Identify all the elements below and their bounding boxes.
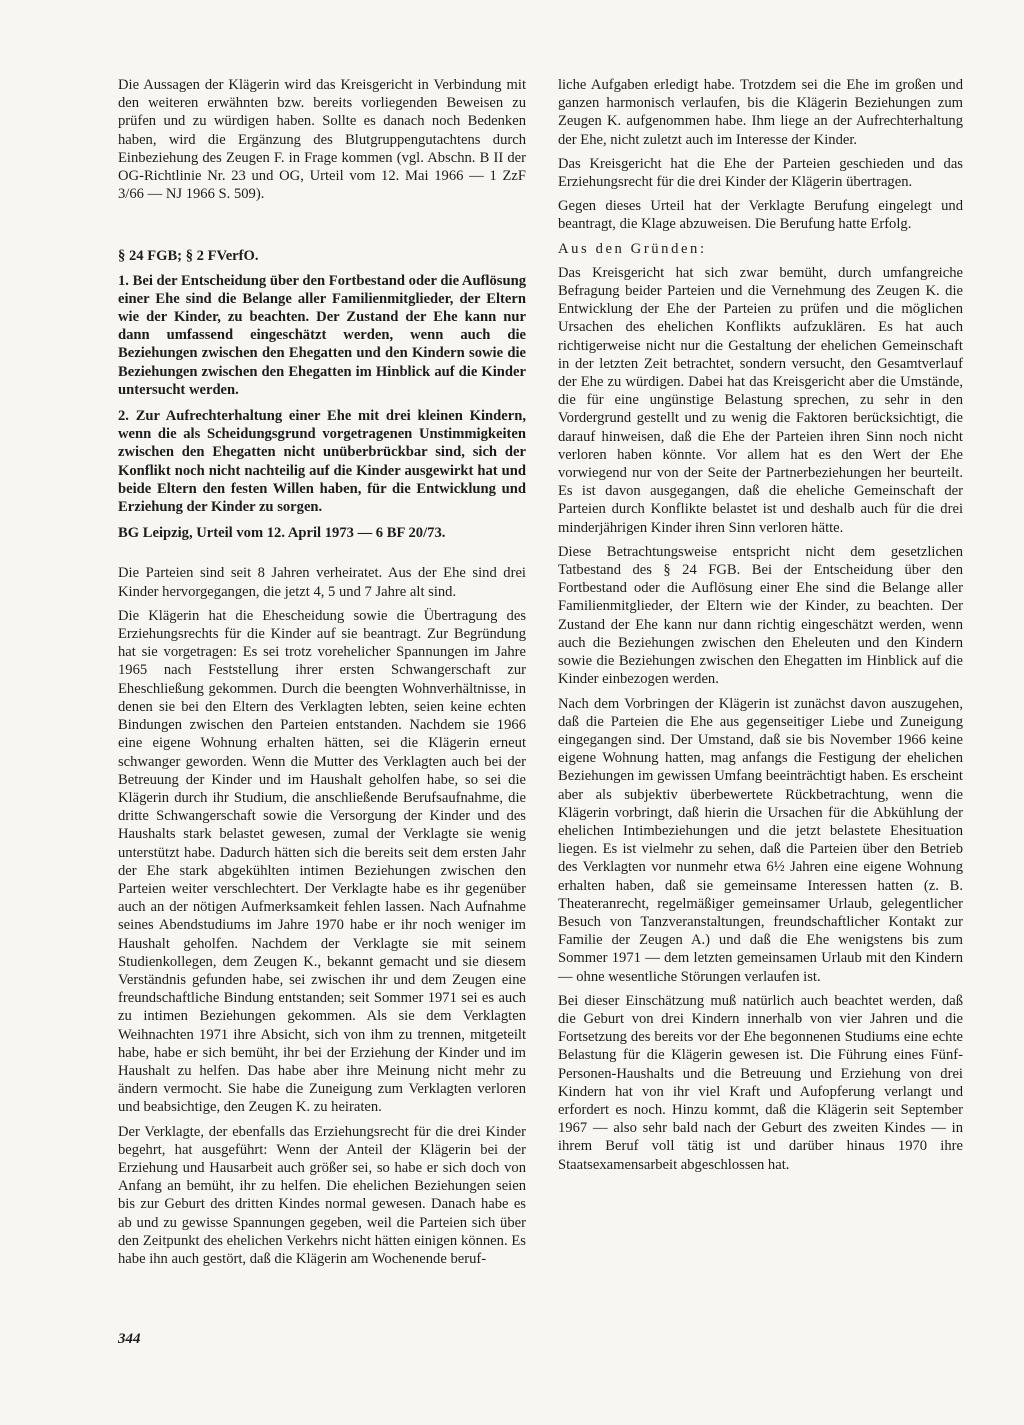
- reasons-paragraph-2: Diese Betrachtungsweise entspricht nicht dem gesetzlichen Tatbestand des § 24 FGB. Bei der Entscheidung über den Fortbestand oder die Auflösung einer Ehe sind die Belange aller Familienmitglieder, der Eltern wie der Kinder, zu beachten. Der Zustand der Ehe kann nur dann richtig eingeschätzt werden, wenn auch die Beziehungen zwischen den Eheleuten und den Kindern sowie die Beziehungen zwischen den Ehegatten im Hinblick auf die Kinder einbezogen werden.: [558, 543, 963, 688]
- statute-heading: § 24 FGB; § 2 FVerfO.: [118, 248, 259, 265]
- headnote-2: 2. Zur Aufrechterhaltung einer Ehe mit drei kleinen Kindern, wenn die als Scheidungsgrund vorgetragenen Unstimmigkeiten zwischen den Ehegatten nicht unüberbrückbar sind, sich der Konflikt noch nicht nachteilig auf die Kinder ausgewirkt hat und beide Eltern den festen Willen haben, für die Entwicklung und Erziehung der Kinder zu sorgen.: [118, 408, 526, 516]
- right-paragraph-2: Das Kreisgericht hat die Ehe der Parteien geschieden und das Erziehungsrecht für die drei Kinder der Klägerin übertragen.: [558, 155, 963, 191]
- reasons-heading: Aus den Gründen:: [558, 240, 707, 257]
- reasons-paragraph-1: Das Kreisgericht hat sich zwar bemüht, durch umfangreiche Befragung beider Parteien und die Vernehmung des Zeugen K. die Entwicklung der Ehe der Parteien zu prüfen und die möglichen Ursachen des ehelichen Konflikts aufzuklären. Es hat auch richtigerweise nicht nur die Gestaltung der ehelichen Gemeinschaft in der letzten Zeit betrachtet, sondern versucht, den Gesamtverlauf der Ehe zu würdigen. Dabei hat das Kreisgericht aber die Umstände, die für eine ungünstige Belastung sprechen, zu sehr in den Vordergrund gestellt und zu wenig die Faktoren berücksichtigt, die darauf hinweisen, daß die Ehe der Parteien ihren Sinn noch nicht verloren haben könnte. Vor allem hat es den Wert der Ehe vorwiegend nur von der Seite der Partnerbeziehungen her beurteilt. Es ist davon ausgegangen, daß die eheliche Gemeinschaft der Parteien durch Konflikte belastet ist und deshalb auch für die drei minderjährigen Kinder ihren Sinn verloren hätte.: [558, 264, 963, 536]
- headnote-1: 1. Bei der Entscheidung über den Fortbestand oder die Auflösung einer Ehe sind die Belange aller Familienmitglieder, der Eltern wie der Kinder, zu beachten. Der Zustand der Ehe kann nur dann umfassend eingeschätzt werden, wenn auch die Beziehungen zwischen den Ehegatten und den Kindern sowie die Beziehungen zwischen den Ehegatten im Hinblick auf die Kinder untersucht werden.: [118, 272, 526, 398]
- facts-paragraph-2: Die Klägerin hat die Ehescheidung sowie die Übertragung des Erziehungsrechts für die Kinder auf sie beantragt. Zur Begründung hat sie vorgetragen: Es sei trotz vorehelicher Spannungen im Jahre 1965 nach Feststellung ihrer ersten Schwangerschaft zur Eheschließung gekommen. Durch die beengten Wohnverhältnisse, in denen sie bei den Eltern des Verklagten lebten, seien keine echten Bindungen zwischen den Parteien entstanden. Nachdem sie 1966 eine eigene Wohnung erhalten hätten, sei die Klägerin erneut schwanger geworden. Wenn die Mutter des Verklagten auch bei der Betreuung der Kinder und im Haushalt geholfen habe, so sei die Klägerin durch ihr Studium, die anschließende Berufsaufnahme, die dritte Schwangerschaft sowie die Versorgung der Kinder und des Haushalts stark belastet gewesen, zumal der Verklagte sie wenig unterstützt habe. Dadurch hätten sich die bereits seit dem ersten Jahr der Ehe stark abgekühlten intimen Beziehungen zwischen den Parteien weiter verschlechtert. Der Verklagte habe es ihr gegenüber auch an der nötigen Aufmerksamkeit fehlen lassen. Nach Aufnahme seines Abendstudiums im Jahre 1970 habe er ihr noch weniger im Haushalt geholfen. Nachdem der Verklagte sie mit seinem Studienkollegen, dem Zeugen K., bekannt gemacht und sie diesem Verständnis gefunden habe, sei zwischen ihr und dem Zeugen eine freundschaftliche Bindung entstanden; seit Sommer 1971 sei es auch zu intimen Beziehungen gekommen. Als sie dem Verklagten Weihnachten 1971 ihre Absicht, sich von ihm zu trennen, mitgeteilt habe, habe er sich bemüht, ihr bei der Erziehung der Kinder und im Haushalt zu helfen. Das habe aber ihre Meinung nicht mehr zu ändern vermocht. Sie habe die Zuneigung zum Verklagten verloren und beabsichtige, den Zeugen K. zu heiraten.: [118, 607, 526, 1116]
- right-column: [558, 76, 963, 1180]
- section-gap: [118, 203, 526, 247]
- intro-paragraph: Die Aussagen der Klägerin wird das Kreisgericht in Verbindung mit den weiteren erwähnten bzw. bereits vorliegenden Beweisen zu prüfen und zu würdigen haben. Sollte es danach noch Bedenken haben, wird die Ergänzung des Blutgruppengutachtens durch Einbeziehung des Zeugen F. in Frage kommen (vgl. Abschn. B II der OG-Richtlinie Nr. 23 und OG, Urteil vom 12. Mai 1966 — 1 ZzF 3/66 — NJ 1966 S. 509).: [118, 77, 526, 203]
- reasons-paragraph-4: Bei dieser Einschätzung muß natürlich auch beachtet werden, daß die Geburt von drei Kindern innerhalb von vier Jahren und die Fortsetzung des bereits vor der Ehe begonnenen Studiums eine echte Belastung für die Klägerin gewesen ist. Die Führung eines Fünf-Personen-Haushalts und die Betreuung und Erziehung von drei Kindern hat von ihr viel Kraft und Aufopferung verlangt und erfordert es noch. Hinzu kommt, daß die Klägerin seit September 1967 — also sehr bald nach der Geburt des zweiten Kindes — in ihrem Beruf voll tätig ist und darüber hinaus 1970 ihre Staatsexamensarbeit abgeschlossen hat.: [558, 992, 963, 1173]
- facts-paragraph-3: Der Verklagte, der ebenfalls das Erziehungsrecht für die drei Kinder begehrt, hat ausgeführt: Wenn der Anteil der Klägerin bei der Erziehung und Hausarbeit auch größer sei, so habe er sich doch von Anfang an bemüht, ihr zu helfen. Die ehelichen Beziehungen seien bis zur Geburt des dritten Kindes normal gewesen. Danach habe es ab und zu gewisse Spannungen gegeben, weil die Parteien sich über den Zeitpunkt des ehelichen Verkehrs nicht hätten einigen können. Es habe ihn auch gestört, daß die Klägerin am Wochenende beruf-: [118, 1123, 526, 1267]
- right-paragraph-1: liche Aufgaben erledigt habe. Trotzdem sei die Ehe im großen und ganzen harmonisch verlaufen, bis die Klägerin Beziehungen zum Zeugen K. aufgenommen habe. Ihm liege an der Aufrechterhaltung der Ehe, nicht zuletzt auch im Interesse der Kinder.: [558, 77, 963, 148]
- right-paragraph-3: Gegen dieses Urteil hat der Verklagte Berufung eingelegt und beantragt, die Klage abzuweisen. Die Berufung hatte Erfolg.: [558, 198, 963, 233]
- facts-paragraph-1: Die Parteien sind seit 8 Jahren verheiratet. Aus der Ehe sind drei Kinder hervorgegangen, die jetzt 4, 5 und 7 Jahre alt sind.: [118, 565, 526, 600]
- left-column: [118, 76, 526, 1274]
- case-citation: BG Leipzig, Urteil vom 12. April 1973 — 6 BF 20/73.: [118, 525, 446, 542]
- reasons-paragraph-3: Nach dem Vorbringen der Klägerin ist zunächst davon auszugehen, daß die Parteien die Ehe aus gegenseitiger Liebe und Zuneigung eingegangen sind. Der Umstand, daß sie bis November 1966 keine eigene Wohnung hatten, mag anfangs die Festigung der ehelichen Beziehungen im gewissen Umfang beeinträchtigt haben. Es erscheint aber als subjektiv überbewertete Rückbetrachtung, wenn die Klägerin vorbringt, daß hierin die Ursachen für die Abkühlung der ehelichen Intimbeziehungen und die jetzt belastete Ehesituation liegen. Es ist vielmehr zu sehen, daß die Parteien über den Betrieb des Verklagten vor nunmehr etwa 6½ Jahren eine eigene Wohnung erhalten haben, daß sie gemeinsame Interessen hatten (z. B. Theateranrecht, regelmäßiger gemeinsamer Urlaub, gelegentlicher Besuch von Tanzveranstaltungen, freundschaftlicher Kontakt zur Familie der Zeugen A.) und daß die Ehe wenigstens bis zum Sommer 1971 — dem letzten gemeinsamen Urlaub mit den Kindern — ohne wesentliche Störungen verlaufen ist.: [558, 695, 963, 985]
- page-number: 344: [118, 1331, 141, 1347]
